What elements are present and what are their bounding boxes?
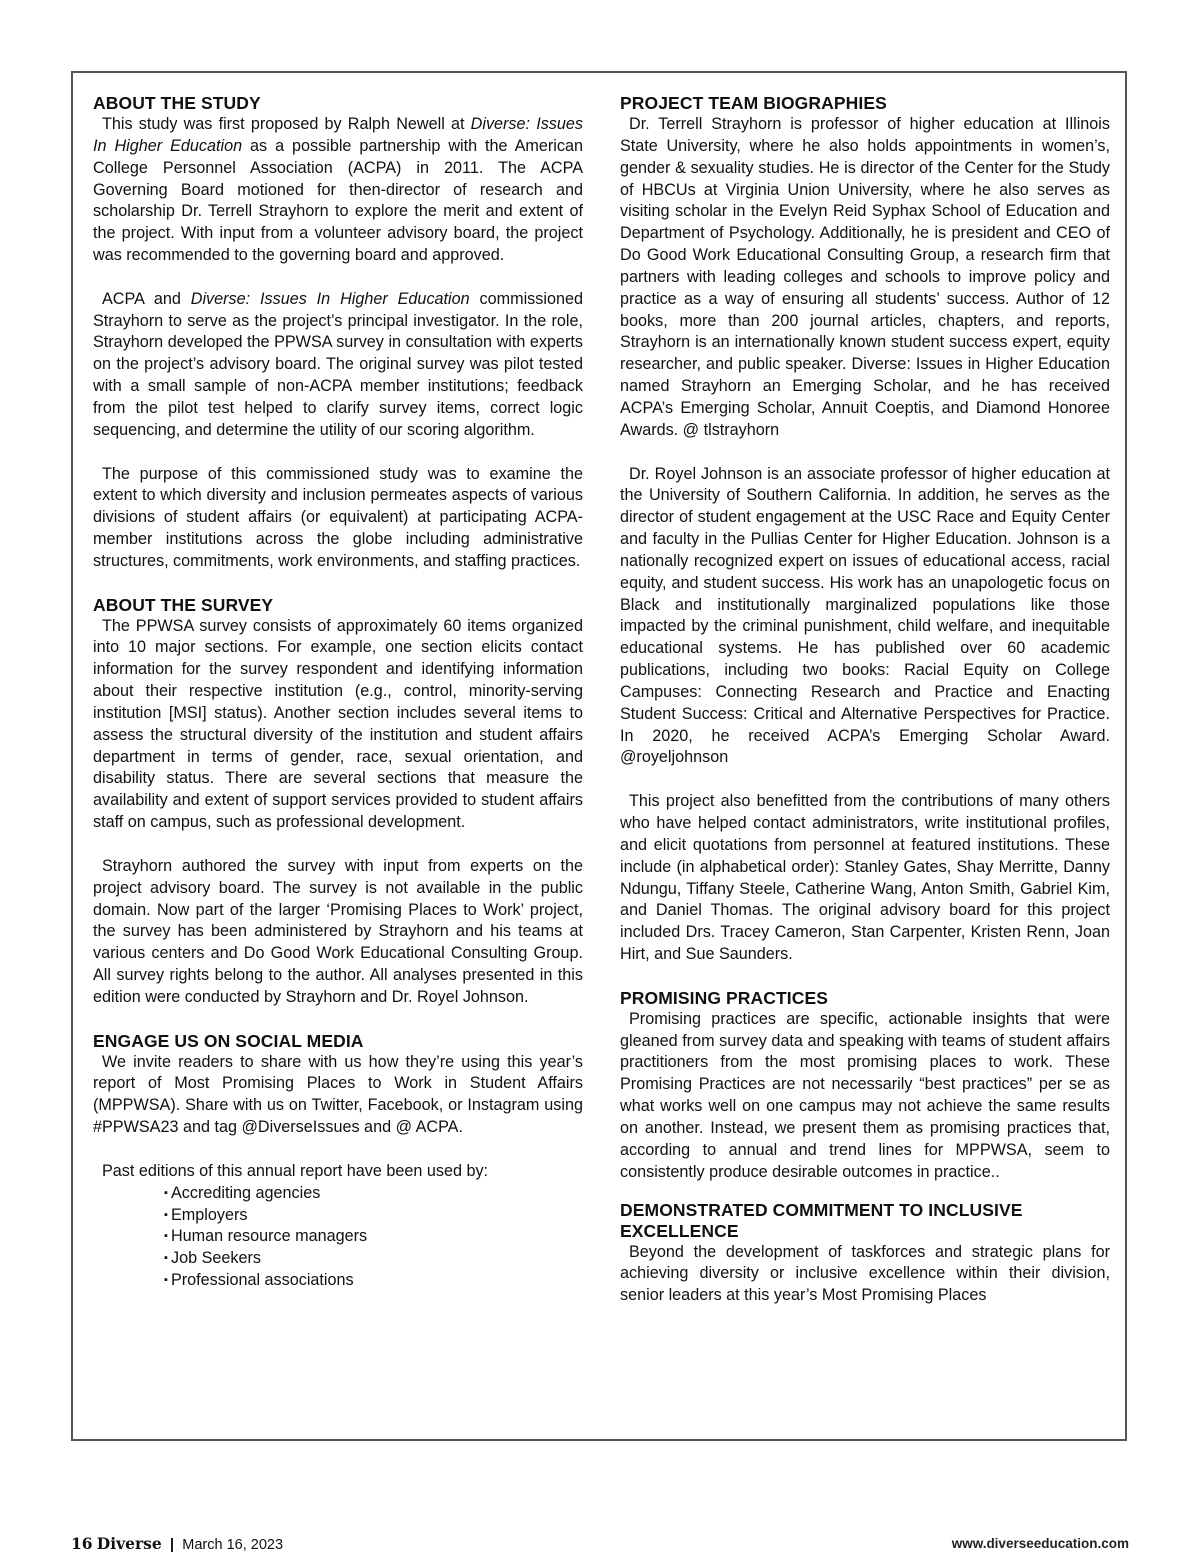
promising-practices-paragraph: Promising practices are specific, actionable insights that were gleaned from survey data and speaking with teams of student affairs practitioners from the most promising places to work. These Promising Practices are not necessarily “best practices” per se as what works well on one campus may not achieve the same results on another. Instead, we present them as promising practices that, according to annual and trend lines for MPPWSA, seem to consistently produce desirable outcomes in practice.. [620, 1009, 1110, 1181]
list-item: ▪ Accrediting agencies [164, 1183, 583, 1205]
past-editions-intro: Past editions of this annual report have been used by: [102, 1161, 489, 1180]
website-url[interactable]: www.diverseeducation.com [951, 1536, 1129, 1551]
publication-title: Diverse: Issues In Higher Education [93, 115, 583, 155]
about-survey-paragraph-1: The PPWSA survey consists of approximately 60 items organized into 10 major sections. For example, one section elicits contact information for the survey respondent and identifying information about their respective institution (e.g., control, minority-serving institution [MSI] status). Another section includes several items to assess the structural diversity of the institution and student affairs department in terms of gender, race, sexual orientation, and disability status. There are several sections that measure the availability and extent of support services provided to student affairs staff on campus, such as professional development. [93, 616, 583, 832]
promising-practices-heading: PROMISING PRACTICES [620, 987, 829, 1008]
page-number: 16 [71, 1534, 93, 1553]
list-item: ▪ Job Seekers [164, 1248, 583, 1270]
magazine-name: Diverse [96, 1534, 162, 1553]
left-column [93, 93, 583, 1292]
about-study-paragraph-1: This study was first proposed by Ralph Newell at Diverse: Issues In Higher Education as a possible partnership with the American College Personnel Association (ACPA) in 2011. The ACPA Governing Board motioned for then-director of research and scholarship Dr. Terrell Strayhorn to explore the merit and extent of the project. With input from a volunteer advisory board, the project was recommended to the governing board and approved. [93, 115, 583, 265]
list-item: ▪ Employers [164, 1205, 583, 1227]
page-footer [71, 1534, 283, 1553]
about-survey-heading: ABOUT THE SURVEY [93, 594, 274, 615]
about-survey-paragraph-2: Strayhorn authored the survey with input from experts on the project advisory board. The survey is not available in the public domain. Now part of the larger ‘Promising Places to Work’ project, the survey has been administered by Strayhorn and his teams at various centers and Do Good Work Educational Consulting Group. All survey rights belong to the author. All analyses presented in this edition were conducted by Strayhorn and Dr. Royel Johnson. [93, 856, 583, 1006]
list-item: ▪ Human resource managers [164, 1226, 583, 1248]
social-media-paragraph: We invite readers to share with us how they’re using this year’s report of Most Promising Places to Work in Student Affairs (MPPWSA). Share with us on Twitter, Facebook, or Instagram using #PPWSA23 and tag @DiverseIssues and @ ACPA. [93, 1052, 583, 1137]
team-biographies-heading: PROJECT TEAM BIOGRAPHIES [620, 93, 887, 113]
contributors-paragraph: This project also benefitted from the contributions of many others who have helped contact administrators, write institutional profiles, and elicit quotations from personnel at featured institutions. These include (in alphabetical order): Stanley Gates, Shay Merritte, Danny Ndungu, Tiffany Steele, Catherine Wang, Anton Smith, Gabriel Kim, and Daniel Thomas. The original advisory board for this project included Drs. Tracey Cameron, Stan Carpenter, Kristen Renn, Joan Hirt, and Sue Saunders. [620, 792, 1110, 964]
publication-title: Diverse: Issues In Higher Education [190, 289, 470, 308]
bio-strayhorn: Dr. Terrell Strayhorn is professor of higher education at Illinois State University, where he also holds appointments in women’s, gender & sexuality studies. He is director of the Center for the Study of HBCUs at Virginia Union University, where he also serves as visiting scholar in the Evelyn Reid Syphax School of Education and Department of Psychology. Additionally, he is president and CEO of Do Good Work Educational Consulting Group, a research firm that partners with leading colleges and schools to improve policy and practice as a way of ensuring all students’ success. Author of 12 books, more than 200 journal articles, chapters, and reports, Strayhorn is an internationally known student success expert, equity researcher, and public speaker. Diverse: Issues in Higher Education named Strayhorn an Emerging Scholar, and he has received ACPA’s Emerging Scholar, Annuit Coeptis, and Diamond Honoree Awards. @ tlstrayhorn [620, 115, 1110, 439]
issue-date: March 16, 2023 [182, 1537, 284, 1553]
article-frame [71, 71, 1127, 1441]
list-item: ▪ Professional associations [164, 1270, 583, 1292]
bio-johnson: Dr. Royel Johnson is an associate professor of higher education at the University of Southern California. In addition, he serves as the director of student engagement at the USC Race and Equity Center and faculty in the Pullias Center for Higher Education. Johnson is a nationally recognized expert on issues of educational access, racial equity, and student success. His work has an unapologetic focus on Black and institutionally marginalized populations like those impacted by the criminal punishment, child welfare, and inequitable educational systems. He has published over 60 academic publications, including two books: Racial Equity on College Campuses: Connecting Research and Practice and Enacting Student Success: Critical and Alternative Perspectives for Practice. In 2020, he received ACPA’s Emerging Scholar Award. @royeljohnson [620, 464, 1110, 767]
about-study-heading: ABOUT THE STUDY [93, 93, 261, 113]
right-column [620, 93, 1110, 1307]
inclusive-excellence-heading: DEMONSTRATED COMMITMENT TO INCLUSIVE EXCELLENCE [620, 1199, 1023, 1241]
about-study-paragraph-3: The purpose of this commissioned study was to examine the extent to which diversity and inclusion permeates aspects of various divisions of student affairs (or equivalent) at participating ACPA-member institutions across the globe including administrative structures, commitments, work environments, and staffing practices. [93, 464, 583, 570]
about-study-paragraph-2: ACPA and Diverse: Issues In Higher Education commissioned Strayhorn to serve as the project’s principal investigator. In the role, Strayhorn developed the PPWSA survey in consultation with experts on the project’s advisory board. The original survey was pilot tested with a small sample of non-ACPA member institutions; feedback from the pilot test helped to clarify survey items, correct logic sequencing, and determine the utility of our scoring algorithm. [93, 289, 583, 439]
social-media-heading: ENGAGE US ON SOCIAL MEDIA [93, 1030, 364, 1051]
past-editions-list [93, 1183, 583, 1292]
inclusive-excellence-paragraph: Beyond the development of taskforces and strategic plans for achieving diversity or inclusive excellence within their division, senior leaders at this year’s Most Promising Places [620, 1242, 1110, 1305]
footer-separator: | [169, 1536, 175, 1553]
